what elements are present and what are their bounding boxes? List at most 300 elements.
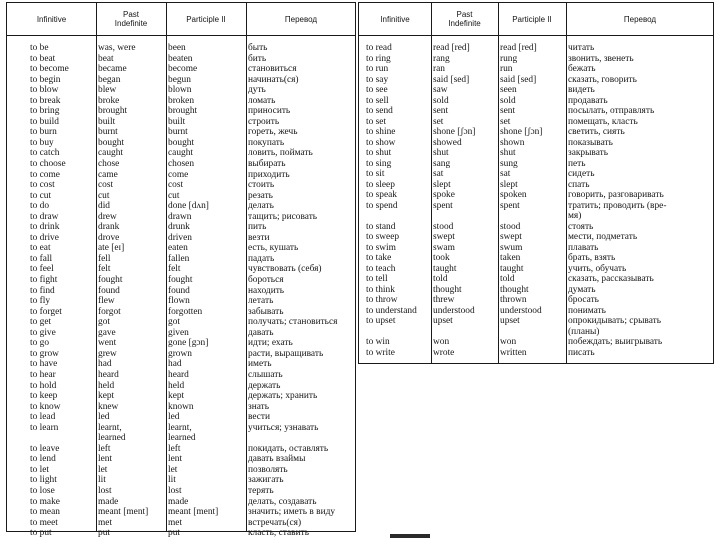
cell-participle: come <box>168 169 189 180</box>
table-row <box>7 54 355 65</box>
cell-participle: blown <box>168 85 192 96</box>
cell-past: had <box>98 359 112 370</box>
table-row <box>7 328 355 339</box>
table-row <box>7 212 355 223</box>
cell-translation: гореть, жечь <box>248 127 298 138</box>
cell-past: beat <box>98 53 114 64</box>
cell-translation: давать <box>248 327 274 338</box>
cell-infinitive: to sit <box>366 169 385 179</box>
cell-participle: found <box>168 285 190 296</box>
table-row <box>359 96 713 107</box>
cell-translation: делать <box>248 201 274 212</box>
table-row <box>7 518 355 529</box>
cell-participle: rung <box>500 53 518 64</box>
cell-infinitive: to forget <box>30 306 62 317</box>
table-row <box>7 106 355 117</box>
table-row <box>7 486 355 497</box>
cell-participle: set <box>500 116 511 127</box>
cell-participle: sung <box>500 158 518 169</box>
left-verb-table <box>6 2 356 539</box>
cell-participle: begun <box>168 74 191 85</box>
cell-infinitive: to be <box>30 43 49 53</box>
cell-translation: давать взаймы <box>248 454 306 465</box>
cell-translation: находить <box>248 285 285 296</box>
cell-participle: shone [ʃɔn] <box>500 127 543 137</box>
cell-infinitive: to sing <box>366 158 392 169</box>
table-row <box>359 54 713 65</box>
cell-past: drove <box>98 232 120 243</box>
cell-translation: резать <box>248 190 273 201</box>
cell-past: gave <box>98 327 116 338</box>
cell-participle: made <box>168 496 189 507</box>
cell-translation: делать, создавать <box>248 496 317 507</box>
cell-participle: drunk <box>168 222 190 233</box>
table-row <box>359 190 713 201</box>
cell-translation: тащить; рисовать <box>248 211 318 222</box>
cell-participle: beaten <box>168 53 193 64</box>
table-row <box>359 85 713 96</box>
table-row <box>7 180 355 191</box>
cell-participle: led <box>168 412 180 423</box>
cell-past: brought <box>98 106 128 117</box>
cell-translation: спать <box>568 179 590 190</box>
cell-past: was, were <box>98 43 136 53</box>
cell-translation: иметь <box>248 359 272 370</box>
cell-participle: sent <box>500 106 516 116</box>
cell-past: sent <box>433 106 449 116</box>
cell-infinitive: to know <box>30 401 61 412</box>
cell-infinitive: to keep <box>30 391 58 402</box>
table-body <box>7 43 355 539</box>
cell-past: threw <box>433 295 455 305</box>
cell-past: spent <box>433 200 453 211</box>
cell-participle: brought <box>168 106 198 117</box>
cell-translation: бить <box>248 53 267 64</box>
cell-participle: lent <box>168 454 183 465</box>
cell-translation: бросать <box>568 295 599 305</box>
cell-participle: broken <box>168 95 195 106</box>
cell-past: lent <box>98 454 113 465</box>
table-row <box>359 264 713 275</box>
cell-participle: fallen <box>168 253 190 264</box>
table-row <box>7 433 355 444</box>
cell-participle: flown <box>168 296 190 307</box>
cell-translation: говорить, разговаривать <box>568 190 664 200</box>
cell-infinitive: to win <box>366 337 390 347</box>
cell-past: got <box>98 317 110 328</box>
cell-translation: падать <box>248 253 275 264</box>
cell-participle: had <box>168 359 182 370</box>
cell-participle: done [dʌn] <box>168 201 209 212</box>
cell-past: showed <box>433 137 462 148</box>
table-row <box>7 381 355 392</box>
cell-infinitive: to sleep <box>366 179 395 190</box>
cell-translation: слышать <box>248 369 283 380</box>
cell-infinitive: to write <box>366 347 395 358</box>
cell-translation: держать <box>248 380 281 391</box>
header-infinitive: Infinitive <box>36 14 67 24</box>
cell-infinitive: to begin <box>30 74 61 85</box>
cell-infinitive: to leave <box>30 443 60 454</box>
cell-infinitive: to go <box>30 338 50 349</box>
table-row <box>7 201 355 212</box>
cell-infinitive: to take <box>366 253 392 263</box>
cell-past: wrote <box>433 347 455 358</box>
cell-infinitive: to do <box>30 201 50 212</box>
cell-infinitive: to think <box>366 284 395 295</box>
cell-infinitive: to eat <box>30 243 51 254</box>
cell-infinitive: to come <box>30 169 60 180</box>
cell-past: bought <box>98 137 125 148</box>
cell-past: grew <box>98 348 117 359</box>
table-row <box>359 337 713 348</box>
table-row <box>359 148 713 159</box>
cell-participle: spoken <box>500 190 527 200</box>
table-row <box>359 75 713 86</box>
table-row <box>359 138 713 149</box>
cell-infinitive: to burn <box>30 127 57 138</box>
cell-past: drew <box>98 211 117 222</box>
cell-infinitive: to lead <box>30 412 56 423</box>
cell-translation: брать, взять <box>568 253 616 263</box>
cell-translation: приносить <box>248 106 291 117</box>
cell-past: sold <box>433 95 449 106</box>
table-row <box>359 253 713 264</box>
cell-participle: lost <box>168 485 182 496</box>
cell-past: said [sed] <box>433 74 470 85</box>
cell-translation: расти, выращивать <box>248 348 324 359</box>
table-row <box>7 127 355 138</box>
cell-translation: идти; ехать <box>248 338 293 349</box>
cell-past: broke <box>98 95 120 106</box>
cell-participle: cut <box>168 190 180 201</box>
cell-infinitive: to light <box>30 475 57 486</box>
table-row <box>359 316 713 327</box>
cell-translation: плавать <box>568 242 599 253</box>
table-row <box>359 180 713 191</box>
cell-translation: сидеть <box>568 169 595 179</box>
cell-past: shone [ʃɔn] <box>433 127 476 137</box>
cell-infinitive: to upset <box>366 316 396 326</box>
cell-participle: gone [gɔn] <box>168 338 209 349</box>
cell-participle: built <box>168 116 186 127</box>
cell-past: put <box>98 528 110 539</box>
cell-past: lost <box>98 485 112 496</box>
cell-past: cost <box>98 180 114 191</box>
cell-infinitive: to send <box>366 106 393 116</box>
table-row <box>359 159 713 170</box>
cell-translation: встречать(ся) <box>248 517 302 528</box>
cell-translation: есть, кушать <box>248 243 299 254</box>
cell-participle: taken <box>500 253 521 263</box>
cell-past: sat <box>433 169 444 179</box>
cell-translation: петь <box>568 158 586 169</box>
cell-past: shut <box>433 148 449 158</box>
cell-translation: значить; иметь в виду <box>248 507 336 518</box>
cell-participle: upset <box>500 316 520 326</box>
cell-translation: сказать, рассказывать <box>568 274 654 284</box>
table-row <box>359 243 713 254</box>
cell-past: learned <box>98 433 126 444</box>
cell-past: sang <box>433 158 451 169</box>
cell-past: won <box>433 337 450 347</box>
cell-participle: given <box>168 327 189 338</box>
table-row <box>7 75 355 86</box>
cell-translation: видеть <box>568 85 595 95</box>
cell-infinitive: to mean <box>30 507 60 518</box>
cell-translation: тратить; проводить (вре- <box>568 200 667 211</box>
cell-past: went <box>98 338 117 349</box>
cell-translation: зажигать <box>248 475 284 486</box>
cell-infinitive: to fall <box>30 253 53 264</box>
cell-participle: lit <box>168 475 176 486</box>
cell-participle: heard <box>168 369 189 380</box>
cell-infinitive: to hear <box>30 369 56 380</box>
table-header <box>7 3 355 36</box>
table-row <box>7 264 355 275</box>
cell-participle: met <box>168 517 183 528</box>
cell-translation: ловить, поймать <box>248 148 313 159</box>
cell-translation: строить <box>248 116 280 127</box>
cell-infinitive: to buy <box>30 137 54 148</box>
table-row <box>7 64 355 75</box>
header-past-indefinite: Past Indefinite <box>114 10 148 28</box>
cell-participle: chosen <box>168 159 195 170</box>
header-translation: Перевод <box>623 14 657 24</box>
cell-infinitive: to catch <box>30 148 60 159</box>
cell-past: fell <box>98 253 111 264</box>
cell-past: kept <box>98 391 115 402</box>
cell-participle: fought <box>168 275 193 286</box>
header-past-indefinite: Past Indefinite <box>448 10 481 28</box>
cell-infinitive: to ring <box>366 53 391 64</box>
cell-translation: побеждать; выигрывать <box>568 337 663 347</box>
cell-translation: учить, обучать <box>568 263 627 274</box>
cell-translation: ломать <box>248 95 276 106</box>
table-row <box>7 96 355 107</box>
cell-participle: burnt <box>168 127 188 138</box>
cell-infinitive: to get <box>30 317 52 328</box>
cell-participle: shown <box>500 137 525 148</box>
cell-infinitive: to shut <box>366 148 392 158</box>
cell-infinitive: to swim <box>366 242 396 253</box>
cell-past: spoke <box>433 190 455 200</box>
cell-infinitive: to bring <box>30 106 60 117</box>
cell-translation: помещать, класть <box>568 116 638 127</box>
cell-participle: shut <box>500 148 516 158</box>
cell-translation: светить, сиять <box>568 127 625 137</box>
cell-past: understood <box>433 305 475 316</box>
cell-translation: мести, подметать <box>568 232 638 242</box>
cell-past: stood <box>433 221 454 232</box>
cell-translation: понимать <box>568 305 606 316</box>
cell-participle: understood <box>500 305 542 316</box>
cell-translation: чувствовать (себя) <box>248 264 322 275</box>
cell-translation: покидать, оставлять <box>248 443 329 454</box>
cell-translation: (планы) <box>568 326 600 337</box>
cell-past: learnt, <box>98 422 122 433</box>
cell-translation: показывать <box>568 137 613 148</box>
cell-translation: вести <box>248 412 271 423</box>
cell-translation: писать <box>568 347 595 358</box>
cell-translation: звонить, звенеть <box>568 53 634 64</box>
table-row <box>7 286 355 297</box>
cell-participle: felt <box>168 264 181 275</box>
cell-infinitive: to lend <box>30 454 56 465</box>
cell-participle: swum <box>500 242 523 253</box>
cell-translation: терять <box>248 485 274 496</box>
cell-infinitive: to stand <box>366 221 396 232</box>
table-row <box>359 306 713 317</box>
cell-translation: опрокидывать; срывать <box>568 316 662 326</box>
table-row <box>7 391 355 402</box>
cell-infinitive: to choose <box>30 159 66 170</box>
cell-past: taught <box>433 263 457 274</box>
cell-participle: kept <box>168 391 185 402</box>
table-row <box>359 222 713 233</box>
cell-translation: начинать(ся) <box>248 74 299 85</box>
cell-infinitive: to show <box>366 137 396 148</box>
cell-past: felt <box>98 264 111 275</box>
cell-infinitive: to run <box>366 64 389 74</box>
cell-translation: позволять <box>248 464 288 475</box>
cell-infinitive: to teach <box>366 263 396 274</box>
cell-participle: put <box>168 528 180 539</box>
table-row <box>7 444 355 455</box>
cell-past: told <box>433 274 448 284</box>
table-row <box>7 138 355 149</box>
cell-participle: been <box>168 43 186 53</box>
cell-participle: let <box>168 464 178 475</box>
table-row <box>7 475 355 486</box>
cell-participle: got <box>168 317 180 328</box>
cell-translation: держать; хранить <box>248 391 318 402</box>
cell-infinitive: to drive <box>30 232 59 243</box>
cell-infinitive: to beat <box>30 53 56 64</box>
cell-infinitive: to find <box>30 285 55 296</box>
cell-translation: стоять <box>568 221 594 232</box>
cell-past: meant [ment] <box>98 507 149 518</box>
scan-mark <box>390 534 430 538</box>
cell-participle: known <box>168 401 194 412</box>
cell-infinitive: to tell <box>366 274 388 284</box>
cell-infinitive: to sweep <box>366 232 400 242</box>
cell-past: caught <box>98 148 123 159</box>
cell-translation: знать <box>248 401 270 412</box>
cell-past: left <box>98 443 111 454</box>
cell-translation: забывать <box>248 306 284 317</box>
cell-infinitive: to speak <box>366 190 397 200</box>
cell-participle: said [sed] <box>500 74 537 85</box>
table-row <box>7 170 355 181</box>
cell-participle: become <box>168 64 198 75</box>
cell-translation: бороться <box>248 275 284 286</box>
cell-past: ran <box>433 64 445 74</box>
cell-past: blew <box>98 85 117 96</box>
cell-infinitive: to give <box>30 327 56 338</box>
header-infinitive: Infinitive <box>380 14 410 24</box>
cell-translation: класть, ставить <box>248 528 309 539</box>
cell-participle: eaten <box>168 243 188 254</box>
cell-past: fought <box>98 275 123 286</box>
cell-infinitive: to hold <box>30 380 57 391</box>
cell-infinitive: to have <box>30 359 58 370</box>
cell-infinitive: to throw <box>366 295 398 305</box>
cell-infinitive: to fight <box>30 275 58 286</box>
table-row <box>7 191 355 202</box>
cell-participle: learnt, <box>168 422 192 433</box>
table-row <box>7 423 355 434</box>
cell-past: drank <box>98 222 120 233</box>
cell-participle: sold <box>500 95 516 106</box>
cell-participle: spent <box>500 200 520 211</box>
cell-infinitive: to build <box>30 116 59 127</box>
table-row <box>359 201 713 212</box>
table-header <box>359 3 713 36</box>
cell-translation: сказать, говорить <box>568 74 637 85</box>
cell-participle: bought <box>168 137 195 148</box>
cell-translation: приходить <box>248 169 290 180</box>
table-body <box>359 43 713 358</box>
cell-participle: thrown <box>500 295 527 305</box>
cell-participle: thought <box>500 284 529 295</box>
cell-participle: slept <box>500 179 518 190</box>
header-translation: Перевод <box>284 14 318 24</box>
cell-past: took <box>433 253 450 263</box>
cell-past: did <box>98 201 110 212</box>
cell-participle: left <box>168 443 181 454</box>
table-row <box>359 211 713 222</box>
cell-infinitive: to make <box>30 496 60 507</box>
cell-past: held <box>98 380 115 391</box>
cell-translation: стоить <box>248 180 275 191</box>
cell-past: met <box>98 517 113 528</box>
cell-past: forgot <box>98 306 121 317</box>
cell-past: burnt <box>98 127 118 138</box>
cell-translation: быть <box>248 43 268 53</box>
cell-past: cut <box>98 190 110 201</box>
cell-translation: получать; становиться <box>248 317 338 328</box>
cell-infinitive: to let <box>30 464 50 475</box>
cell-infinitive: to fly <box>30 296 51 307</box>
cell-infinitive: to learn <box>30 422 59 433</box>
table-row <box>359 106 713 117</box>
table-row <box>359 348 713 359</box>
cell-past: came <box>98 169 118 180</box>
cell-infinitive: to understand <box>366 305 417 316</box>
cell-participle: sat <box>500 169 511 179</box>
cell-translation: выбирать <box>248 159 286 170</box>
cell-past: heard <box>98 369 119 380</box>
cell-participle: read [red] <box>500 43 537 53</box>
cell-participle: driven <box>168 232 192 243</box>
cell-past: swam <box>433 242 455 253</box>
cell-translation: везти <box>248 232 270 243</box>
cell-past: found <box>98 285 120 296</box>
header-participle: Participle II <box>512 14 552 24</box>
cell-past: built <box>98 116 116 127</box>
cell-past: flew <box>98 296 115 307</box>
table-row <box>359 43 713 54</box>
cell-translation: становиться <box>248 64 297 75</box>
cell-infinitive: to sell <box>366 95 389 106</box>
table-row <box>359 64 713 75</box>
cell-past: chose <box>98 159 120 170</box>
cell-infinitive: to blow <box>30 85 59 96</box>
table-row <box>7 307 355 318</box>
table-row <box>7 370 355 381</box>
table-row <box>7 233 355 244</box>
